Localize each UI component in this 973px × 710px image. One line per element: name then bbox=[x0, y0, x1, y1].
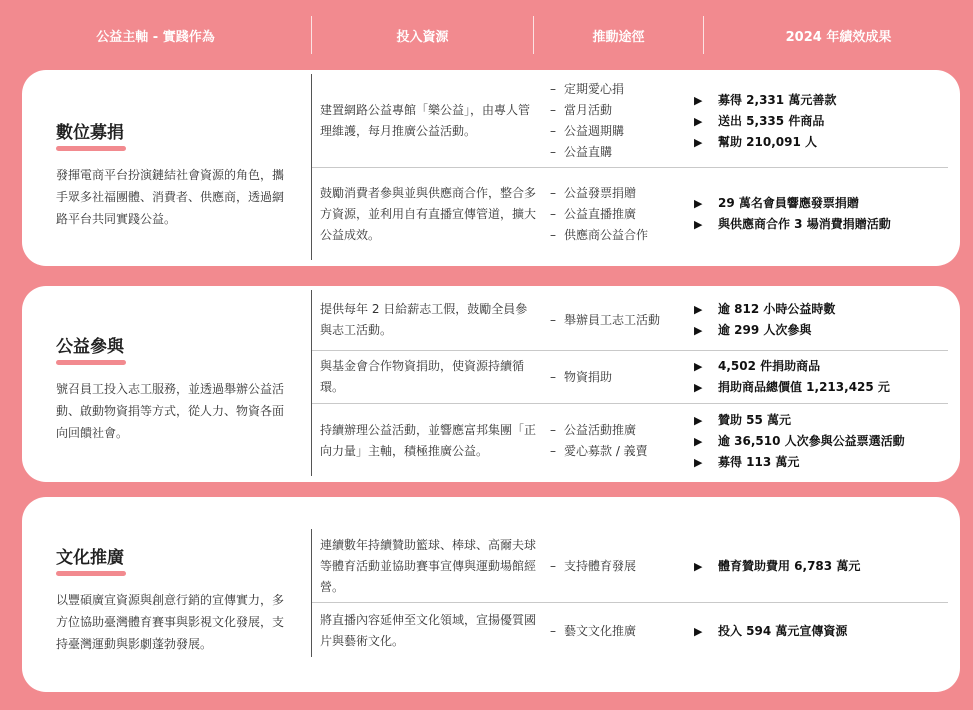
list-item bbox=[550, 204, 685, 225]
resource-text: 將直播內容延伸至文化領域，宣揚優質國片與藝術文化。 bbox=[320, 613, 537, 648]
dash-icon: – bbox=[550, 145, 556, 159]
result-item bbox=[694, 410, 954, 431]
result-item bbox=[694, 431, 954, 452]
header-col-resources: 投入資源 bbox=[396, 29, 449, 45]
row-divider bbox=[312, 167, 948, 168]
dash-icon: – bbox=[550, 312, 556, 327]
triangle-right-icon: ▶ bbox=[694, 434, 703, 448]
result-item bbox=[694, 214, 954, 235]
channel-text: 支持體育發展 bbox=[564, 558, 637, 573]
row-divider bbox=[312, 602, 948, 603]
section-card-public-welfare bbox=[22, 286, 960, 482]
section-description: 號召員工投入志工服務，並透過舉辦公益活動、啟動物資捐等方式，從人力、物資各面向回饋社會。 bbox=[56, 382, 285, 440]
result-item bbox=[694, 621, 954, 642]
title-underline bbox=[56, 360, 126, 365]
result-list bbox=[694, 405, 954, 477]
triangle-right-icon: ▶ bbox=[694, 324, 703, 337]
section-intro bbox=[56, 118, 292, 230]
table-header bbox=[0, 0, 973, 68]
dash-icon: – bbox=[550, 103, 556, 117]
result-item bbox=[694, 132, 954, 153]
result-item bbox=[694, 356, 954, 377]
title-underline bbox=[56, 146, 126, 151]
section-title bbox=[56, 332, 124, 362]
list-item bbox=[550, 367, 685, 388]
section-intro bbox=[56, 332, 292, 444]
resource-text: 建置網路公益專館「樂公益」，由專人管理維護，每月推廣公益活動。 bbox=[320, 103, 531, 138]
channel-text: 愛心募款 / 義賣 bbox=[564, 444, 648, 458]
section-title-text: 文化推廣 bbox=[56, 548, 124, 568]
list-item bbox=[550, 556, 685, 577]
result-item bbox=[694, 320, 954, 341]
channel-text: 公益活動推廣 bbox=[564, 423, 637, 437]
dash-icon: – bbox=[550, 369, 556, 384]
result-text: 逾 36,510 人次參與公益票選活動 bbox=[718, 433, 905, 448]
header-col-channels: 推動途徑 bbox=[592, 29, 645, 45]
result-list bbox=[694, 76, 954, 166]
list-item bbox=[550, 420, 685, 441]
dash-icon: – bbox=[550, 124, 556, 138]
channel-list bbox=[550, 352, 685, 402]
triangle-right-icon: ▶ bbox=[694, 381, 703, 394]
result-list bbox=[694, 531, 954, 601]
channel-text: 公益直購 bbox=[564, 145, 613, 159]
row-divider bbox=[312, 403, 948, 404]
channel-text: 供應商公益合作 bbox=[564, 227, 649, 242]
result-text: 逾 299 人次參與 bbox=[718, 323, 812, 337]
channel-list bbox=[550, 531, 685, 601]
triangle-right-icon: ▶ bbox=[694, 455, 703, 469]
triangle-right-icon: ▶ bbox=[694, 624, 703, 638]
list-item bbox=[550, 225, 685, 246]
dash-icon: – bbox=[550, 185, 556, 200]
result-text: 捐助商品總價值 1,213,425 元 bbox=[718, 380, 890, 394]
list-item bbox=[550, 621, 685, 642]
result-text: 募得 2,331 萬元善款 bbox=[718, 92, 837, 107]
result-text: 逾 812 小時公益時數 bbox=[718, 302, 836, 316]
list-item bbox=[550, 121, 685, 142]
section-title bbox=[56, 118, 124, 148]
triangle-right-icon: ▶ bbox=[694, 413, 703, 427]
column-divider bbox=[311, 529, 312, 657]
result-item bbox=[694, 299, 954, 320]
dash-icon: – bbox=[550, 444, 556, 458]
channel-text: 公益週期購 bbox=[564, 124, 625, 138]
list-item bbox=[550, 100, 685, 121]
channel-list bbox=[550, 76, 685, 166]
result-item bbox=[694, 452, 954, 473]
title-underline bbox=[56, 571, 126, 576]
channel-text: 公益發票捐贈 bbox=[564, 185, 637, 200]
list-item bbox=[550, 310, 685, 331]
result-text: 投入 594 萬元宣傳資源 bbox=[718, 623, 848, 638]
resource-text: 鼓勵消費者參與並與供應商合作，整合多方資源，並利用自有直播宣傳管道，擴大公益成效。 bbox=[320, 185, 537, 242]
header-col-results: 2024 年績效成果 bbox=[785, 29, 892, 45]
triangle-right-icon: ▶ bbox=[694, 559, 703, 573]
result-list bbox=[694, 605, 954, 657]
list-item bbox=[550, 183, 685, 204]
dash-icon: – bbox=[550, 558, 556, 573]
triangle-right-icon: ▶ bbox=[694, 93, 703, 107]
section-title-text: 公益參與 bbox=[56, 337, 124, 357]
result-item bbox=[694, 556, 954, 577]
result-text: 贊助 55 萬元 bbox=[718, 412, 792, 427]
row-divider bbox=[312, 350, 948, 351]
section-title-text: 數位募捐 bbox=[56, 123, 124, 143]
triangle-right-icon: ▶ bbox=[694, 114, 703, 128]
channel-text: 定期愛心捐 bbox=[564, 82, 625, 96]
result-text: 4,502 件捐助商品 bbox=[718, 359, 821, 373]
section-description: 發揮電商平台扮演鏈結社會資源的角色，攜手眾多社福團體、消費者、供應商，透過網路平台共同實踐公益。 bbox=[56, 168, 285, 226]
result-text: 29 萬名會員響應發票捐贈 bbox=[718, 196, 859, 210]
resource-text: 提供每年 2 日給薪志工假，鼓勵全員參與志工活動。 bbox=[320, 302, 528, 337]
channel-text: 舉辦員工志工活動 bbox=[564, 312, 661, 327]
result-item bbox=[694, 377, 954, 398]
channel-list bbox=[550, 292, 685, 348]
dash-icon: – bbox=[550, 206, 556, 221]
section-card-digital-donation bbox=[22, 70, 960, 266]
section-title bbox=[56, 543, 124, 573]
triangle-right-icon: ▶ bbox=[694, 197, 703, 210]
resource-text: 連續數年持續贊助籃球、棒球、高爾夫球等體育活動並協助賽事宣傳與運動場館經營。 bbox=[320, 537, 537, 594]
triangle-right-icon: ▶ bbox=[694, 360, 703, 373]
section-intro bbox=[56, 543, 292, 655]
result-text: 與供應商合作 3 場消費捐贈活動 bbox=[718, 217, 891, 231]
column-divider bbox=[311, 290, 312, 476]
result-text: 送出 5,335 件商品 bbox=[718, 113, 825, 128]
resource-text: 與基金會合作物資捐助，使資源持續循環。 bbox=[320, 359, 525, 394]
section-description: 以豐碩廣宣資源與創意行銷的宣傳實力，多方位協助臺灣體育賽事與影視文化發展，支持臺灣運動與影劇蓬勃發展。 bbox=[56, 593, 285, 651]
header-col-initiative: 公益主軸 - 實踐作為 bbox=[96, 29, 215, 45]
list-item bbox=[550, 142, 685, 163]
section-card-culture bbox=[22, 497, 960, 692]
triangle-right-icon: ▶ bbox=[694, 303, 703, 316]
channel-text: 藝文文化推廣 bbox=[564, 623, 637, 638]
channel-list bbox=[550, 172, 685, 256]
result-item bbox=[694, 111, 954, 132]
channel-list bbox=[550, 405, 685, 477]
dash-icon: – bbox=[550, 227, 556, 242]
resource-text: 持續辦理公益活動，並響應富邦集團「正向力量」主軸，積極推廣公益。 bbox=[320, 423, 537, 458]
result-text: 體育贊助費用 6,783 萬元 bbox=[718, 558, 861, 573]
triangle-right-icon: ▶ bbox=[694, 218, 703, 231]
result-text: 募得 113 萬元 bbox=[718, 454, 800, 469]
channel-text: 當月活動 bbox=[564, 103, 613, 117]
result-list bbox=[694, 352, 954, 402]
result-list bbox=[694, 172, 954, 256]
result-text: 幫助 210,091 人 bbox=[718, 134, 818, 149]
dash-icon: – bbox=[550, 623, 556, 638]
result-list bbox=[694, 292, 954, 348]
result-item bbox=[694, 90, 954, 111]
dash-icon: – bbox=[550, 423, 556, 437]
list-item bbox=[550, 441, 685, 462]
result-item bbox=[694, 193, 954, 214]
channel-text: 物資捐助 bbox=[564, 369, 613, 384]
dash-icon: – bbox=[550, 82, 556, 96]
list-item bbox=[550, 79, 685, 100]
triangle-right-icon: ▶ bbox=[694, 135, 703, 149]
channel-list bbox=[550, 605, 685, 657]
channel-text: 公益直播推廣 bbox=[564, 206, 637, 221]
